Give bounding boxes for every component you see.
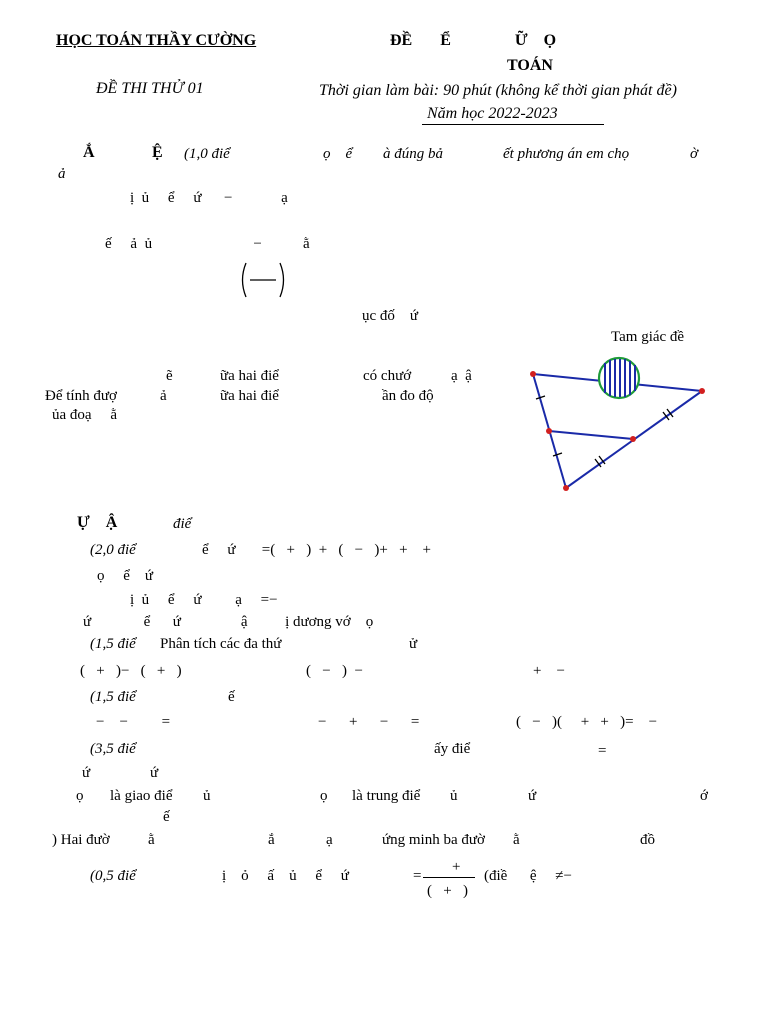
- bai3-b: − + − =: [318, 714, 420, 730]
- bai4-b3: ủ: [203, 788, 211, 804]
- bai4-c7: đồ: [640, 832, 655, 848]
- question-4-c: có chướ: [363, 368, 412, 384]
- bai2-c: + −: [533, 663, 565, 679]
- exam-title: ĐỀ Ể Ữ Ọ: [390, 32, 557, 49]
- bai4-c4: ạ: [326, 832, 333, 848]
- part1-heading-a: Ắ: [83, 144, 95, 161]
- bai4-b4: ọ: [320, 788, 328, 804]
- bai5-denominator: ( + ): [427, 883, 468, 899]
- bai4-c1: ) Hai đườ: [52, 832, 110, 848]
- bai4-b8: ớ: [700, 788, 708, 804]
- bai2-points: (1,5 điể: [90, 636, 136, 652]
- question-4-e: Để tính đượ: [45, 388, 117, 404]
- question-3: ục đố ứ: [362, 308, 419, 324]
- figure-label: Tam giác đề: [611, 329, 685, 345]
- bai5-condition: (điề ệ ≠−: [484, 868, 572, 884]
- bai5-points: (0,5 điể: [90, 868, 136, 884]
- triangle-figure: [525, 350, 725, 500]
- part2-heading: Ự Ậ: [77, 514, 118, 531]
- bai4-c5: ứng minh ba đườ: [382, 832, 485, 848]
- question-4-h: ần đo độ: [382, 388, 434, 404]
- bai5-equals: =: [413, 868, 422, 884]
- bai4-points: (3,5 điể: [90, 741, 136, 757]
- bai4-equals: =: [598, 743, 607, 759]
- question-4-d: ạ ậ: [451, 368, 472, 384]
- school-name: HỌC TOÁN THẦY CƯỜNG: [56, 32, 257, 49]
- exam-code: ĐỀ THI THỬ 01: [96, 80, 204, 97]
- part1-instr-1: ọ ể: [323, 146, 353, 162]
- part1-instr-3: ết phương án em chọ: [503, 146, 630, 162]
- question-4-i: ủa đoạ ằ: [52, 407, 117, 423]
- bai2-text-end: ử: [409, 636, 418, 652]
- part1-heading-b: Ệ: [152, 144, 163, 161]
- part1-instr-2: à đúng bả: [383, 146, 443, 162]
- question-4-f: ả: [160, 388, 167, 404]
- part2-heading-points: điể: [173, 516, 192, 532]
- bai3-a: − − =: [96, 714, 171, 730]
- bai1-points: (2,0 điể: [90, 542, 136, 558]
- bai4-b9: ế: [163, 809, 170, 825]
- part1-instr-4: ờ: [690, 146, 699, 162]
- bai4-b6: ủ: [450, 788, 458, 804]
- part1-instr-5: ả: [58, 166, 66, 182]
- exam-time: Thời gian làm bài: 90 phút (không kể thời gian phát đề): [319, 82, 677, 99]
- bai4-c6: ằ: [513, 832, 520, 848]
- bai4-b2: là giao điể: [110, 788, 173, 804]
- year-underline: [422, 124, 604, 125]
- school-year: Năm học 2022-2023: [427, 105, 558, 122]
- bai2-text: Phân tích các đa thứ: [160, 636, 282, 652]
- bai4-c2: ằ: [148, 832, 155, 848]
- bai4-c3: ắ: [268, 832, 275, 848]
- fraction-parentheses: [238, 262, 288, 298]
- bai3-points: (1,5 điể: [90, 689, 136, 705]
- bai4-a2: ứ: [150, 765, 159, 781]
- question-2: ế ả ủ − ằ: [105, 236, 310, 252]
- bai4-text: ấy điể: [434, 741, 471, 757]
- question-4-a: ẽ: [166, 368, 173, 384]
- bai3-c: ( − )( + + )= −: [516, 714, 658, 730]
- bai4-a1: ứ: [82, 765, 91, 781]
- bai2-a: ( + )− ( + ): [80, 663, 182, 679]
- bai2-b: ( − ) −: [306, 663, 363, 679]
- bai1-a: ọ ể ứ: [97, 568, 154, 584]
- bai5-fraction-bar: [423, 877, 475, 878]
- question-1: ị ủ ể ứ − ạ: [130, 190, 288, 206]
- parentheses-graphic: [238, 262, 288, 298]
- exam-subject: TOÁN: [507, 57, 553, 74]
- question-4-b: ữa hai điể: [220, 368, 279, 384]
- question-4-g: ữa hai điể: [220, 388, 279, 404]
- bai1-c: ứ ể ứ ậ ị dương vớ ọ: [83, 614, 374, 630]
- part1-points: (1,0 điể: [184, 146, 230, 162]
- bai5-text: ị ỏ ấ ủ ể ứ: [222, 868, 349, 884]
- bai1-b: ị ủ ể ứ ạ =−: [130, 592, 278, 608]
- bai3-text: ế: [228, 689, 235, 705]
- bai4-b1: ọ: [76, 788, 84, 804]
- bai4-b7: ứ: [528, 788, 537, 804]
- bai4-b5: là trung điể: [352, 788, 421, 804]
- bai5-numerator: +: [452, 859, 461, 875]
- bai1-expression: ể ứ =( + ) + ( − )+ + +: [202, 542, 431, 558]
